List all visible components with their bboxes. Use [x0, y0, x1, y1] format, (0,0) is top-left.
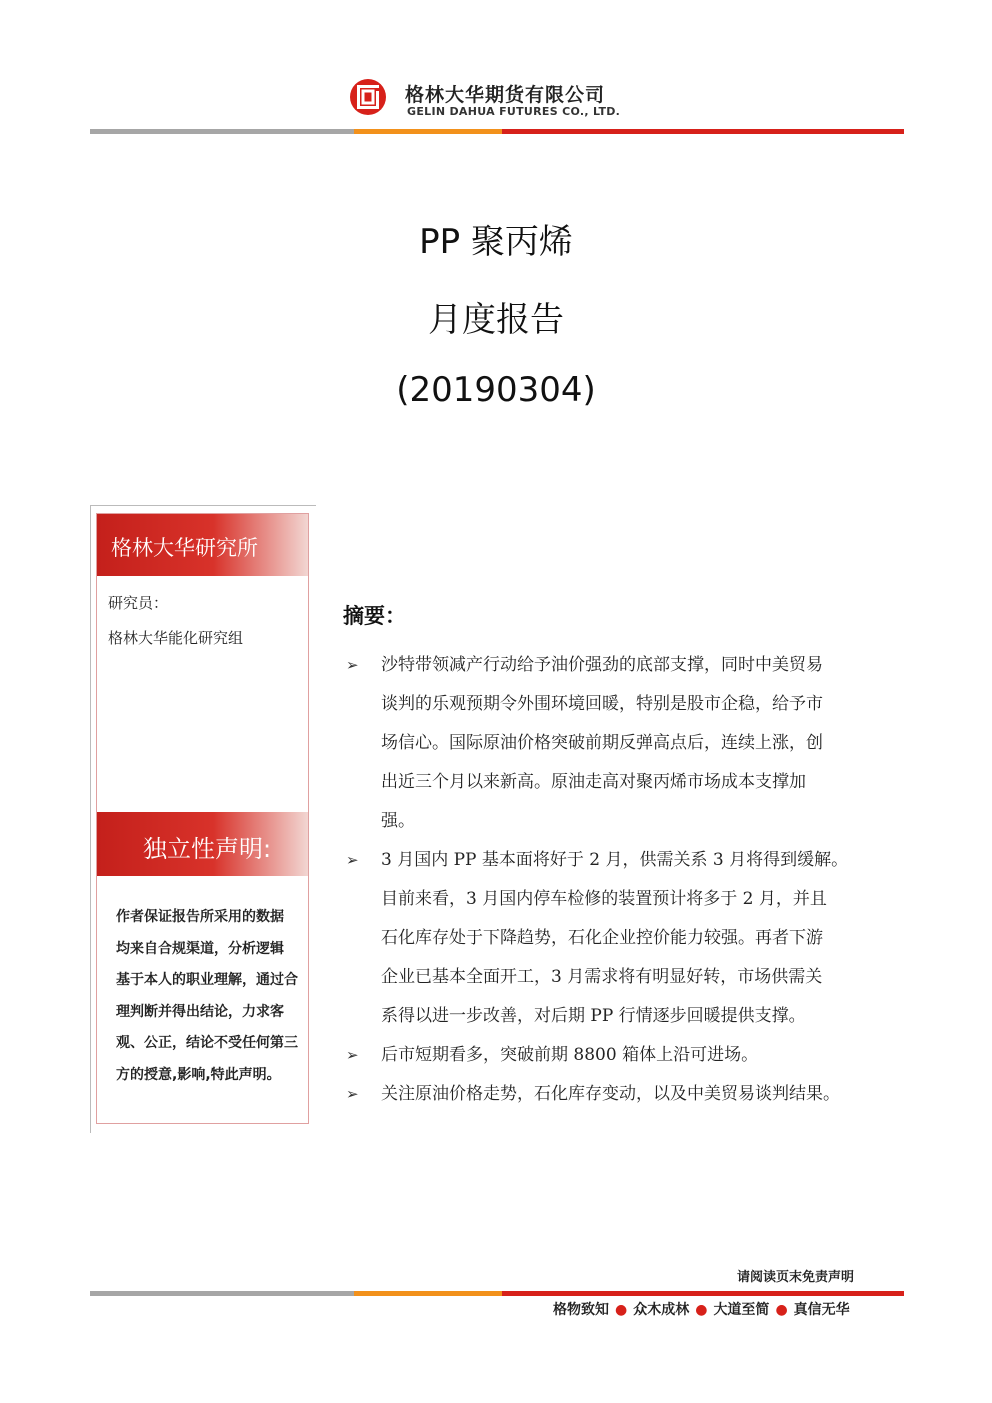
footer-rule-red	[502, 1291, 904, 1296]
independence-statement	[116, 902, 298, 1091]
bullet-line: 出近三个月以来新高。原油走高对聚丙烯市场成本支撑加	[381, 772, 806, 792]
statement-line: 作者保证报告所采用的数据	[116, 909, 284, 925]
researcher-label: 研究员：	[108, 594, 169, 612]
statement-line: 方的授意,影响,特此声明。	[116, 1066, 281, 1083]
slogan-item: 真信无华	[793, 1302, 850, 1318]
header-rule-gray	[90, 129, 354, 134]
institute-header	[97, 514, 308, 576]
statement-line: 观、公正，结论不受任何第三	[116, 1035, 298, 1051]
slogan-dot-icon: ●	[615, 1302, 628, 1318]
bullet-line: 石化库存处于下降趋势，石化企业控价能力较强。再者下游	[381, 928, 823, 948]
summary-bullet	[342, 841, 902, 1036]
bullet-line: 场信心。国际原油价格突破前期反弹高点后，连续上涨，创	[381, 733, 823, 753]
bullet-arrow-icon: ➢	[346, 1085, 359, 1103]
bullet-line: 目前来看，3 月国内停车检修的装置预计将多于 2 月，并且	[381, 889, 827, 909]
company-logo-icon	[348, 77, 388, 117]
slogan-dot-icon: ●	[775, 1302, 788, 1318]
summary-list	[342, 646, 902, 1114]
report-title-type: 月度报告	[428, 300, 564, 340]
footer-rule-gray	[90, 1291, 354, 1296]
researcher-name: 格林大华能化研究组	[108, 629, 244, 647]
bullet-line: 谈判的乐观预期令外围环境回暖，特别是股市企稳，给予市	[381, 694, 823, 714]
header-rule-orange	[354, 129, 502, 134]
disclaimer-notice: 请阅读页末免责声明	[737, 1270, 855, 1285]
slogan-item: 大道至简	[713, 1302, 770, 1318]
company-name-cn: 格林大华期货有限公司	[405, 84, 606, 106]
summary-bullet	[342, 1075, 902, 1114]
bullet-arrow-icon: ➢	[346, 1046, 359, 1064]
report-title-date: (20190304)	[396, 370, 596, 410]
statement-title: 独立性声明:	[143, 835, 272, 863]
slogan-dot-icon: ●	[695, 1302, 708, 1318]
slogan-item: 众木成林	[633, 1302, 690, 1318]
company-name-en: GELIN DAHUA FUTURES CO., LTD.	[407, 105, 621, 118]
sidebar-frame-left	[90, 505, 91, 1133]
bullet-line: 企业已基本全面开工，3 月需求将有明显好转，市场供需关	[381, 967, 823, 987]
summary-heading: 摘要：	[343, 604, 406, 628]
footer-rule-orange	[354, 1291, 502, 1296]
statement-line: 均来自合规渠道，分析逻辑	[116, 940, 284, 957]
footer-slogan	[553, 1299, 850, 1319]
statement-line: 基于本人的职业理解，通过合	[116, 972, 298, 988]
sidebar-frame-top	[90, 505, 316, 506]
bullet-arrow-icon: ➢	[346, 851, 359, 869]
header-rule-red	[502, 129, 904, 134]
bullet-line: 沙特带领减产行动给予油价强劲的底部支撑，同时中美贸易	[381, 655, 823, 675]
summary-bullet	[342, 1036, 902, 1075]
bullet-arrow-icon: ➢	[346, 656, 359, 674]
bullet-line: 3 月国内 PP 基本面将好于 2 月，供需关系 3 月将得到缓解。	[381, 850, 849, 870]
institute-name: 格林大华研究所	[111, 536, 258, 560]
summary-bullet	[342, 646, 902, 841]
bullet-line: 关注原油价格走势，石化库存变动，以及中美贸易谈判结果。	[381, 1084, 840, 1104]
bullet-line: 强。	[381, 811, 415, 831]
slogan-item: 格物致知	[553, 1302, 609, 1318]
bullet-line: 系得以进一步改善，对后期 PP 行情逐步回暖提供支撑。	[381, 1006, 806, 1026]
statement-header	[97, 812, 308, 876]
statement-line: 理判断并得出结论，力求客	[116, 1003, 284, 1020]
report-title-product: PP 聚丙烯	[419, 222, 573, 262]
bullet-line: 后市短期看多，突破前期 8800 箱体上沿可进场。	[381, 1045, 759, 1065]
